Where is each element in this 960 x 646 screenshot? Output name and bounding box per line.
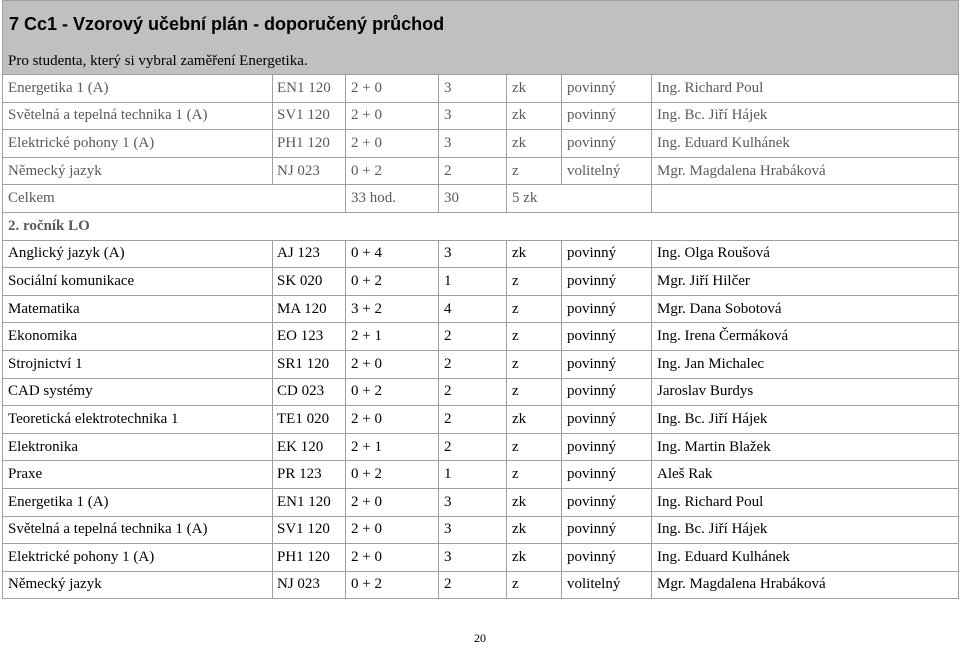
table-row [3,75,959,103]
hours-cell: 2 + 1 [346,323,439,351]
type-cell: povinný [562,240,652,268]
credits-cell: 2 [439,433,507,461]
table-row [3,130,959,158]
table-row [3,461,959,489]
subtitle-row [3,48,959,75]
table-row [3,406,959,434]
code-cell: EN1 120 [273,75,346,103]
teacher-cell: Ing. Bc. Jiří Hájek [652,406,959,434]
table-row [3,433,959,461]
type-cell: povinný [562,406,652,434]
empty-cell [652,185,959,213]
teacher-cell: Ing. Irena Čermáková [652,323,959,351]
credits-cell: 2 [439,378,507,406]
teacher-cell: Ing. Eduard Kulhánek [652,544,959,572]
subject-cell: CAD systémy [3,378,273,406]
completion-cell: zk [507,75,562,103]
code-cell: EK 120 [273,433,346,461]
section-heading: 2. ročník LO [3,212,959,240]
table-row [3,516,959,544]
subject-cell: Světelná a tepelná technika 1 (A) [3,102,273,130]
credits-cell: 3 [439,240,507,268]
credits-cell: 2 [439,350,507,378]
completion-cell: z [507,571,562,599]
table-row [3,323,959,351]
subject-cell: Německý jazyk [3,571,273,599]
hours-cell: 0 + 2 [346,461,439,489]
table-row [3,295,959,323]
type-cell: povinný [562,378,652,406]
teacher-cell: Ing. Martin Blažek [652,433,959,461]
code-cell: NJ 023 [273,571,346,599]
hours-cell: 0 + 2 [346,571,439,599]
completion-cell: zk [507,488,562,516]
credits-cell: 3 [439,130,507,158]
completion-cell: z [507,268,562,296]
completion-cell: z [507,323,562,351]
table-row [3,488,959,516]
credits-cell: 2 [439,157,507,185]
completion-cell: z [507,295,562,323]
type-cell: volitelný [562,571,652,599]
credits-cell: 1 [439,461,507,489]
total-row [3,185,959,213]
page-number: 20 [474,631,486,645]
type-cell: povinný [562,102,652,130]
hours-cell: 2 + 0 [346,102,439,130]
completion-cell: zk [507,544,562,572]
code-cell: AJ 123 [273,240,346,268]
total-credits: 30 [439,185,507,213]
teacher-cell: Mgr. Magdalena Hrabáková [652,157,959,185]
completion-cell: z [507,157,562,185]
type-cell: povinný [562,323,652,351]
hours-cell: 2 + 0 [346,544,439,572]
completion-cell: zk [507,406,562,434]
total-hours: 33 hod. [346,185,439,213]
credits-cell: 1 [439,268,507,296]
type-cell: povinný [562,350,652,378]
hours-cell: 2 + 1 [346,433,439,461]
table-row [3,544,959,572]
hours-cell: 2 + 0 [346,350,439,378]
code-cell: CD 023 [273,378,346,406]
teacher-cell: Ing. Bc. Jiří Hájek [652,516,959,544]
credits-cell: 3 [439,516,507,544]
hours-cell: 2 + 0 [346,75,439,103]
code-cell: SV1 120 [273,102,346,130]
table-row [3,240,959,268]
teacher-cell: Mgr. Jiří Hilčer [652,268,959,296]
completion-cell: z [507,433,562,461]
table-row [3,268,959,296]
completion-cell: zk [507,516,562,544]
teacher-cell: Ing. Eduard Kulhánek [652,130,959,158]
table-row [3,571,959,599]
code-cell: PH1 120 [273,544,346,572]
teacher-cell: Mgr. Magdalena Hrabáková [652,571,959,599]
subject-cell: Elektrické pohony 1 (A) [3,130,273,158]
subject-cell: Energetika 1 (A) [3,488,273,516]
total-label: Celkem [3,185,346,213]
hours-cell: 0 + 2 [346,268,439,296]
code-cell: EO 123 [273,323,346,351]
header-row [3,1,959,49]
type-cell: povinný [562,268,652,296]
credits-cell: 3 [439,544,507,572]
hours-cell: 2 + 0 [346,488,439,516]
type-cell: povinný [562,461,652,489]
hours-cell: 2 + 0 [346,406,439,434]
type-cell: povinný [562,488,652,516]
subject-cell: Anglický jazyk (A) [3,240,273,268]
code-cell: TE1 020 [273,406,346,434]
teacher-cell: Ing. Jan Michalec [652,350,959,378]
type-cell: povinný [562,516,652,544]
hours-cell: 2 + 0 [346,130,439,158]
page-subtitle: Pro studenta, který si vybral zaměření Energetika. [3,48,959,75]
hours-cell: 2 + 0 [346,516,439,544]
subject-cell: Ekonomika [3,323,273,351]
type-cell: povinný [562,130,652,158]
type-cell: volitelný [562,157,652,185]
teacher-cell: Mgr. Dana Sobotová [652,295,959,323]
subject-cell: Německý jazyk [3,157,273,185]
credits-cell: 2 [439,571,507,599]
subject-cell: Strojnictví 1 [3,350,273,378]
completion-cell: zk [507,102,562,130]
page-title: 7 Cc1 - Vzorový učební plán - doporučený průchod [3,1,959,49]
teacher-cell: Ing. Richard Poul [652,488,959,516]
teacher-cell: Ing. Richard Poul [652,75,959,103]
table-row [3,350,959,378]
code-cell: SR1 120 [273,350,346,378]
credits-cell: 4 [439,295,507,323]
table-row [3,157,959,185]
total-exams: 5 zk [507,185,652,213]
subject-cell: Světelná a tepelná technika 1 (A) [3,516,273,544]
code-cell: PH1 120 [273,130,346,158]
code-cell: SV1 120 [273,516,346,544]
completion-cell: z [507,461,562,489]
study-plan-table [2,0,959,599]
type-cell: povinný [562,544,652,572]
credits-cell: 3 [439,488,507,516]
subject-cell: Sociální komunikace [3,268,273,296]
subject-cell: Energetika 1 (A) [3,75,273,103]
table-row [3,378,959,406]
completion-cell: zk [507,240,562,268]
completion-cell: zk [507,130,562,158]
hours-cell: 0 + 2 [346,157,439,185]
type-cell: povinný [562,295,652,323]
code-cell: EN1 120 [273,488,346,516]
table-row [3,102,959,130]
section-row [3,212,959,240]
subject-cell: Praxe [3,461,273,489]
credits-cell: 3 [439,102,507,130]
teacher-cell: Ing. Bc. Jiří Hájek [652,102,959,130]
credits-cell: 2 [439,323,507,351]
credits-cell: 2 [439,406,507,434]
type-cell: povinný [562,433,652,461]
code-cell: SK 020 [273,268,346,296]
code-cell: MA 120 [273,295,346,323]
subject-cell: Matematika [3,295,273,323]
hours-cell: 0 + 4 [346,240,439,268]
hours-cell: 0 + 2 [346,378,439,406]
type-cell: povinný [562,75,652,103]
hours-cell: 3 + 2 [346,295,439,323]
teacher-cell: Ing. Olga Roušová [652,240,959,268]
teacher-cell: Aleš Rak [652,461,959,489]
subject-cell: Elektrické pohony 1 (A) [3,544,273,572]
subject-cell: Elektronika [3,433,273,461]
completion-cell: z [507,378,562,406]
credits-cell: 3 [439,75,507,103]
code-cell: PR 123 [273,461,346,489]
code-cell: NJ 023 [273,157,346,185]
completion-cell: z [507,350,562,378]
subject-cell: Teoretická elektrotechnika 1 [3,406,273,434]
teacher-cell: Jaroslav Burdys [652,378,959,406]
